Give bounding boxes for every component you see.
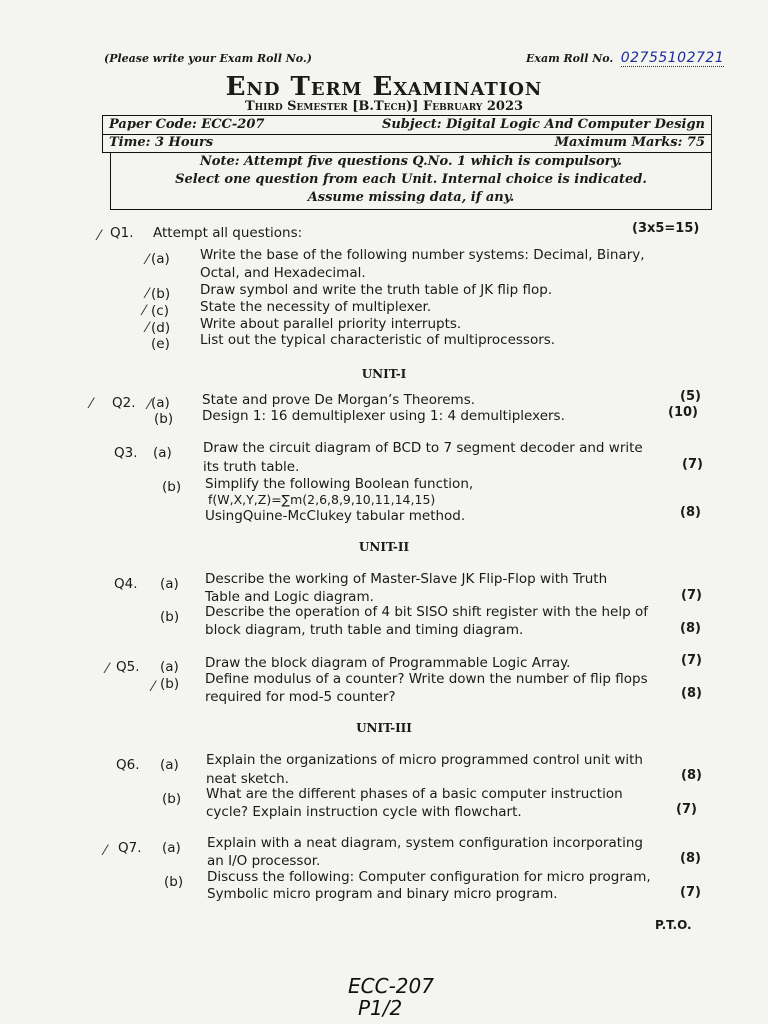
q1e-label: (e) <box>151 336 170 352</box>
note-line-1: Note: Attempt five questions Q.No. 1 which is compulsory. <box>199 154 623 169</box>
q3-number: Q3. <box>114 445 138 461</box>
q6a-line-2: neat sketch. <box>206 771 289 787</box>
q2a-label: (a) <box>151 395 170 411</box>
q7b-line-2: Symbolic micro program and binary micro program. <box>207 886 558 902</box>
q1c-text: State the necessity of multiplexer. <box>200 299 432 315</box>
tick-mark: ⁄ <box>146 252 149 268</box>
exam-title: End Term Examination <box>225 72 543 102</box>
q6b-line-1: What are the different phases of a basic computer instruction <box>206 786 623 802</box>
tick-mark: ⁄ <box>143 303 146 319</box>
roll-number-handwritten: 02755102721 <box>620 50 725 66</box>
instructions-box <box>110 153 712 210</box>
q4a-line-2: Table and Logic diagram. <box>205 589 374 605</box>
q7b-label: (b) <box>164 874 184 890</box>
tick-mark: ⁄ <box>104 843 107 859</box>
max-marks: Maximum Marks: 75 <box>554 135 705 150</box>
q7a-marks: (8) <box>680 851 701 866</box>
q3b-label: (b) <box>162 479 182 495</box>
unit-1-heading: UNIT-I <box>361 367 407 381</box>
q1-text: Attempt all questions: <box>153 225 303 241</box>
q7a-label: (a) <box>162 840 181 856</box>
q1d-text: Write about parallel priority interrupts. <box>200 316 462 332</box>
q4a-marks: (7) <box>681 588 702 603</box>
q4a-line-1: Describe the working of Master-Slave JK Flip-Flop with Truth <box>205 571 608 587</box>
q6a-line-1: Explain the organizations of micro programmed control unit with <box>206 752 643 768</box>
q3a-line-2: its truth table. <box>203 459 300 475</box>
q6b-line-2: cycle? Explain instruction cycle with flowchart. <box>206 804 522 820</box>
q2b-text: Design 1: 16 demultiplexer using 1: 4 demultiplexers. <box>202 408 565 424</box>
tick-mark: ⁄ <box>146 320 149 336</box>
q7b-marks: (7) <box>680 885 701 900</box>
q5b-marks: (8) <box>681 686 702 701</box>
q7a-line-2: an I/O processor. <box>207 853 321 869</box>
exam-subtitle: Third Semester [B.Tech)] February 2023 <box>244 99 524 114</box>
note-line-3: Assume missing data, if any. <box>307 190 515 205</box>
q5b-line-2: required for mod-5 counter? <box>205 689 396 705</box>
q4-number: Q4. <box>114 576 138 592</box>
q3a-marks: (7) <box>682 457 703 472</box>
handwritten-page-number: P1/2 <box>358 996 403 1020</box>
q4a-label: (a) <box>160 576 179 592</box>
q5b-label: (b) <box>160 676 180 692</box>
handwritten-paper-code: ECC-207 <box>348 974 434 998</box>
q7a-line-1: Explain with a neat diagram, system configuration incorporating <box>207 835 643 851</box>
q6b-label: (b) <box>162 791 182 807</box>
q3a-label: (a) <box>153 445 172 461</box>
q7-number: Q7. <box>118 840 142 856</box>
q1-number: Q1. <box>110 225 134 241</box>
q1-marks: (3x5=15) <box>632 221 700 236</box>
tick-mark: ⁄ <box>106 661 109 677</box>
paper-info-row <box>102 115 712 135</box>
unit-3-heading: UNIT-III <box>356 721 412 735</box>
q4b-line-2: block diagram, truth table and timing diagram. <box>205 622 524 638</box>
q2a-text: State and prove De Morgan’s Theorems. <box>202 392 476 408</box>
paper-code: Paper Code: ECC-207 <box>109 117 265 132</box>
tick-mark: ⁄ <box>146 286 149 302</box>
q3a-line-1: Draw the circuit diagram of BCD to 7 segment decoder and write <box>203 440 643 456</box>
roll-field <box>526 50 724 66</box>
q6a-marks: (8) <box>681 768 702 783</box>
q1a-line-1: Write the base of the following number systems: Decimal, Binary, <box>200 247 645 263</box>
pto-label: P.T.O. <box>655 918 692 932</box>
q2b-marks: (10) <box>668 405 698 420</box>
q2a-marks: (5) <box>680 389 701 404</box>
tick-mark: ⁄ <box>98 228 101 244</box>
q6-number: Q6. <box>116 757 140 773</box>
q1a-line-2: Octal, and Hexadecimal. <box>200 265 366 281</box>
q3b-line-3: UsingQuine-McClukey tabular method. <box>205 508 466 524</box>
tick-mark: ⁄ <box>90 396 93 412</box>
q1b-label: (b) <box>151 286 171 302</box>
q3b-marks: (8) <box>680 505 701 520</box>
q1e-text: List out the typical characteristic of multiprocessors. <box>200 332 556 348</box>
q5-number: Q5. <box>116 659 140 675</box>
q4b-marks: (8) <box>680 621 701 636</box>
time: Time: 3 Hours <box>109 135 214 150</box>
q1d-label: (d) <box>151 320 171 336</box>
roll-instruction: (Please write your Exam Roll No.) <box>104 52 312 65</box>
q2b-label: (b) <box>154 411 174 427</box>
q3b-boolean-function: f(W,X,Y,Z)=∑m(2,6,8,9,10,11,14,15) <box>208 492 436 507</box>
q5a-label: (a) <box>160 659 179 675</box>
q2-number: Q2. <box>112 395 136 411</box>
time-marks-row <box>102 134 712 153</box>
q5a-text: Draw the block diagram of Programmable Logic Array. <box>205 655 571 671</box>
note-line-2: Select one question from each Unit. Internal choice is indicated. <box>175 172 647 187</box>
q6b-marks: (7) <box>676 802 697 817</box>
q6a-label: (a) <box>160 757 179 773</box>
tick-mark: ⁄ <box>152 679 155 695</box>
q4b-label: (b) <box>160 609 180 625</box>
roll-label: Exam Roll No. <box>526 52 614 65</box>
q1b-text: Draw symbol and write the truth table of JK flip flop. <box>200 282 553 298</box>
subject: Subject: Digital Logic And Computer Design <box>381 117 705 132</box>
q4b-line-1: Describe the operation of 4 bit SISO shift register with the help of <box>205 604 648 620</box>
q3b-line-1: Simplify the following Boolean function, <box>205 476 474 492</box>
q1c-label: (c) <box>151 303 169 319</box>
q7b-line-1: Discuss the following: Computer configuration for micro program, <box>207 869 651 885</box>
unit-2-heading: UNIT-II <box>358 540 410 554</box>
tick-mark: ⁄ <box>148 397 151 413</box>
q5a-marks: (7) <box>681 653 702 668</box>
q5b-line-1: Define modulus of a counter? Write down the number of flip flops <box>205 671 648 687</box>
q1a-label: (a) <box>151 251 170 267</box>
